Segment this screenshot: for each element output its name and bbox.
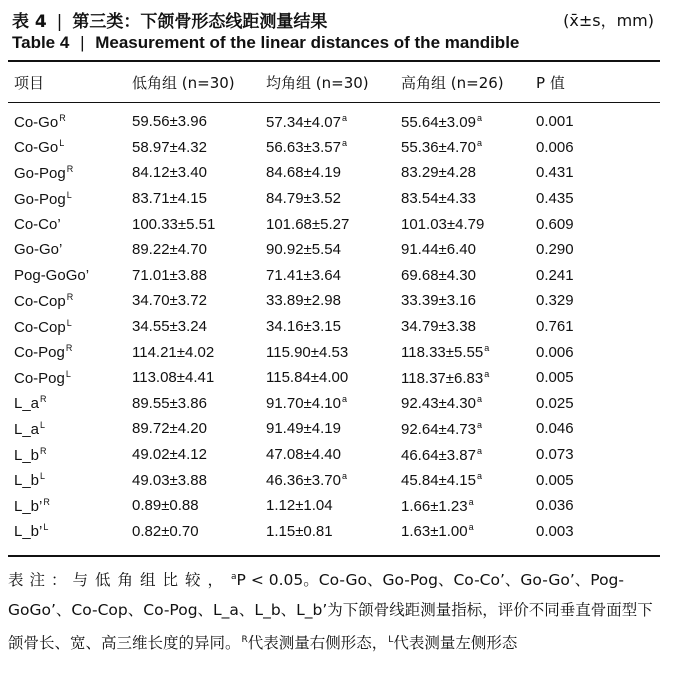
cell-p-value-value: 0.005 bbox=[536, 471, 574, 489]
cell-average-angle-value: 91.70±4.10 bbox=[266, 395, 341, 413]
cell-high-angle bbox=[401, 263, 536, 289]
cell-item-superscript: L bbox=[43, 522, 49, 533]
cell-item bbox=[8, 365, 132, 391]
cell-low-angle-value: 84.12±3.40 bbox=[132, 164, 207, 182]
cell-item-value: L_b’ bbox=[14, 497, 43, 515]
table-row bbox=[8, 339, 660, 365]
cell-p-value-value: 0.036 bbox=[536, 497, 574, 515]
cell-high-angle bbox=[401, 186, 536, 212]
header-high-angle: 高角组 (n=26) bbox=[401, 73, 504, 92]
cell-low-angle bbox=[132, 237, 266, 263]
cell-average-angle-value: 115.90±4.53 bbox=[266, 343, 349, 361]
cell-p-value bbox=[536, 288, 660, 314]
cell-p-value bbox=[536, 339, 660, 365]
cell-low-angle bbox=[132, 101, 266, 135]
cell-low-angle bbox=[132, 339, 266, 365]
cell-item-superscript: R bbox=[43, 496, 50, 507]
table-number-cn: 表 4 bbox=[12, 12, 47, 32]
cell-average-angle-value: 47.08±4.40 bbox=[266, 446, 341, 464]
cell-high-angle-value: 118.37±6.83 bbox=[401, 369, 484, 387]
cell-item-value: L_b bbox=[14, 472, 40, 490]
cell-average-angle-value: 1.15±0.81 bbox=[266, 522, 333, 540]
cell-item-value: L_a bbox=[14, 395, 40, 413]
cell-item-superscript: R bbox=[40, 445, 47, 456]
cell-high-angle bbox=[401, 288, 536, 314]
table-row bbox=[8, 314, 660, 340]
cell-low-angle bbox=[132, 519, 266, 545]
cell-p-value bbox=[536, 314, 660, 340]
cell-average-angle bbox=[266, 442, 401, 468]
table-row bbox=[8, 391, 660, 417]
cell-p-value bbox=[536, 211, 660, 237]
cell-low-angle bbox=[132, 263, 266, 289]
cell-low-angle-value: 58.97±4.32 bbox=[132, 138, 207, 156]
cell-p-value bbox=[536, 519, 660, 545]
cell-low-angle bbox=[132, 391, 266, 417]
cell-high-angle bbox=[401, 365, 536, 391]
cell-low-angle-value: 0.89±0.88 bbox=[132, 497, 199, 515]
cell-low-angle-value: 89.72±4.20 bbox=[132, 420, 207, 438]
cell-high-angle-value: 55.36±4.70 bbox=[401, 139, 476, 157]
cell-low-angle-value: 83.71±4.15 bbox=[132, 190, 207, 208]
cell-item-superscript: L bbox=[40, 419, 46, 430]
cell-low-angle bbox=[132, 211, 266, 237]
cell-average-angle-value: 115.84±4.00 bbox=[266, 369, 349, 387]
cell-item bbox=[8, 101, 132, 135]
cell-low-angle bbox=[132, 160, 266, 186]
cell-item bbox=[8, 391, 132, 417]
cell-item-value: L_b’ bbox=[14, 523, 43, 541]
table-row bbox=[8, 365, 660, 391]
cell-high-angle-superscript: a bbox=[484, 368, 490, 379]
cell-high-angle-superscript: a bbox=[476, 445, 482, 456]
cell-item bbox=[8, 442, 132, 468]
cell-low-angle-value: 34.70±3.72 bbox=[132, 292, 207, 310]
cell-average-angle bbox=[266, 211, 401, 237]
cell-high-angle-value: 69.68±4.30 bbox=[401, 266, 476, 284]
header-average-angle: 均角组 (n=30) bbox=[266, 73, 369, 92]
cell-item-value: Go-Pog bbox=[14, 164, 66, 182]
cell-p-value-value: 0.005 bbox=[536, 369, 574, 387]
cell-p-value-value: 0.241 bbox=[536, 266, 574, 284]
cell-item-value: Co-Co’ bbox=[14, 215, 61, 233]
table-row bbox=[8, 493, 660, 519]
cell-p-value bbox=[536, 467, 660, 493]
table-row bbox=[8, 288, 660, 314]
cell-average-angle bbox=[266, 101, 401, 135]
cell-low-angle-value: 114.21±4.02 bbox=[132, 343, 215, 361]
table-row bbox=[8, 186, 660, 212]
cell-high-angle bbox=[401, 237, 536, 263]
cell-average-angle bbox=[266, 339, 401, 365]
cell-average-angle bbox=[266, 160, 401, 186]
cell-average-angle-value: 1.12±1.04 bbox=[266, 497, 333, 515]
table-body bbox=[8, 101, 660, 544]
cell-high-angle-value: 83.29±4.28 bbox=[401, 164, 476, 182]
cell-high-angle bbox=[401, 135, 536, 161]
table-row bbox=[8, 416, 660, 442]
cell-p-value-value: 0.435 bbox=[536, 190, 574, 208]
cell-average-angle-value: 34.16±3.15 bbox=[266, 318, 341, 336]
note-sup-r: R bbox=[241, 635, 248, 645]
cell-average-angle bbox=[266, 237, 401, 263]
cell-high-angle bbox=[401, 211, 536, 237]
cell-average-angle-superscript: a bbox=[341, 471, 347, 482]
cell-high-angle bbox=[401, 160, 536, 186]
cell-low-angle-value: 49.02±4.12 bbox=[132, 446, 207, 464]
note-label: 表注： bbox=[8, 571, 73, 589]
cell-high-angle-superscript: a bbox=[476, 471, 482, 482]
cell-high-angle-value: 83.54±4.33 bbox=[401, 190, 476, 208]
cell-item bbox=[8, 467, 132, 493]
header-low-angle: 低角组 (n=30) bbox=[132, 73, 235, 92]
cell-average-angle bbox=[266, 467, 401, 493]
table-number-en: Table 4 bbox=[12, 33, 70, 52]
cell-average-angle bbox=[266, 288, 401, 314]
cell-high-angle-value: 34.79±3.38 bbox=[401, 318, 476, 336]
note-sup-l: L bbox=[388, 635, 394, 645]
table-row bbox=[8, 442, 660, 468]
cell-average-angle bbox=[266, 135, 401, 161]
cell-low-angle-value: 113.08±4.41 bbox=[132, 369, 215, 387]
cell-item-superscript: L bbox=[66, 189, 72, 200]
title-separator: | bbox=[56, 12, 63, 32]
cell-p-value bbox=[536, 416, 660, 442]
title-separator-en: | bbox=[80, 33, 85, 52]
cell-average-angle-superscript: a bbox=[341, 394, 347, 405]
header-row bbox=[8, 63, 660, 101]
cell-low-angle-value: 49.03±3.88 bbox=[132, 471, 207, 489]
cell-high-angle-superscript: a bbox=[476, 419, 482, 430]
cell-high-angle-value: 118.33±5.55 bbox=[401, 344, 484, 362]
cell-item bbox=[8, 263, 132, 289]
cell-item bbox=[8, 135, 132, 161]
cell-low-angle-value: 34.55±3.24 bbox=[132, 318, 207, 336]
cell-item bbox=[8, 288, 132, 314]
cell-item-value: Co-Pog bbox=[14, 369, 65, 387]
cell-high-angle bbox=[401, 467, 536, 493]
measurement-table bbox=[8, 63, 660, 544]
table-title-en bbox=[12, 33, 519, 53]
cell-p-value bbox=[536, 160, 660, 186]
cell-high-angle bbox=[401, 339, 536, 365]
cell-average-angle-superscript: a bbox=[341, 112, 347, 123]
cell-item-value: Go-Go’ bbox=[14, 241, 63, 259]
cell-high-angle-value: 101.03±4.79 bbox=[401, 215, 485, 233]
cell-high-angle bbox=[401, 101, 536, 135]
cell-average-angle bbox=[266, 186, 401, 212]
cell-p-value bbox=[536, 442, 660, 468]
cell-item-value: L_b bbox=[14, 446, 40, 464]
cell-high-angle-superscript: a bbox=[476, 394, 482, 405]
cell-p-value-value: 0.431 bbox=[536, 164, 574, 182]
cell-average-angle bbox=[266, 519, 401, 545]
cell-high-angle-value: 1.66±1.23 bbox=[401, 497, 468, 515]
cell-average-angle bbox=[266, 416, 401, 442]
cell-high-angle-value: 1.63±1.00 bbox=[401, 523, 468, 541]
note-text-2: P < 0.05。Co-Go、Go-Pog、Co-Co’、Go-Go’、Pog-GoGo’、Co-Cop、Co-Pog、L_a、L_b、L_b’为下颌骨线距测量指标，评价不同垂直骨面型下颌骨长、宽、高三维长度的异同。 bbox=[8, 571, 653, 652]
cell-item-value: Co-Pog bbox=[14, 344, 65, 362]
cell-high-angle-superscript: a bbox=[484, 343, 490, 354]
cell-p-value bbox=[536, 237, 660, 263]
cell-average-angle-value: 90.92±5.54 bbox=[266, 241, 341, 259]
cell-item bbox=[8, 237, 132, 263]
cell-item bbox=[8, 493, 132, 519]
cell-average-angle bbox=[266, 365, 401, 391]
cell-item-superscript: L bbox=[40, 471, 46, 482]
cell-p-value bbox=[536, 101, 660, 135]
cell-p-value bbox=[536, 493, 660, 519]
cell-average-angle-value: 57.34±4.07 bbox=[266, 113, 341, 131]
cell-high-angle bbox=[401, 493, 536, 519]
cell-item bbox=[8, 211, 132, 237]
table-title-text-cn: 第三类：下颌骨形态线距测量结果 bbox=[72, 12, 328, 32]
cell-p-value bbox=[536, 186, 660, 212]
cell-p-value-value: 0.073 bbox=[536, 446, 574, 464]
cell-item-value: L_a bbox=[14, 420, 40, 438]
cell-high-angle bbox=[401, 391, 536, 417]
cell-p-value-value: 0.290 bbox=[536, 241, 574, 259]
cell-item bbox=[8, 314, 132, 340]
table-row bbox=[8, 237, 660, 263]
cell-average-angle-value: 91.49±4.19 bbox=[266, 420, 341, 438]
table-row bbox=[8, 101, 660, 135]
units-label: (x̄±s，mm) bbox=[563, 11, 654, 30]
cell-high-angle-value: 92.43±4.30 bbox=[401, 395, 476, 413]
cell-item-superscript: L bbox=[66, 317, 72, 328]
cell-average-angle-value: 84.79±3.52 bbox=[266, 190, 341, 208]
cell-low-angle-value: 100.33±5.51 bbox=[132, 215, 216, 233]
header-item: 项目 bbox=[14, 73, 45, 92]
cell-average-angle bbox=[266, 493, 401, 519]
note-text-4: 代表测量左侧形态 bbox=[393, 634, 518, 652]
cell-item bbox=[8, 160, 132, 186]
cell-low-angle bbox=[132, 314, 266, 340]
cell-high-angle-superscript: a bbox=[476, 112, 482, 123]
table-title-cn bbox=[12, 7, 327, 32]
cell-p-value bbox=[536, 365, 660, 391]
cell-p-value bbox=[536, 263, 660, 289]
cell-p-value-value: 0.609 bbox=[536, 215, 574, 233]
cell-low-angle-value: 71.01±3.88 bbox=[132, 266, 207, 284]
cell-item-superscript: R bbox=[65, 343, 73, 354]
cell-item-value: Co-Cop bbox=[14, 292, 66, 310]
cell-high-angle-superscript: a bbox=[468, 496, 474, 507]
note-text-3: 代表测量右侧形态， bbox=[247, 634, 388, 652]
cell-average-angle-value: 56.63±3.57 bbox=[266, 139, 341, 157]
cell-p-value bbox=[536, 135, 660, 161]
cell-low-angle bbox=[132, 135, 266, 161]
header-p-value: P 值 bbox=[536, 73, 565, 92]
cell-p-value-value: 0.001 bbox=[536, 113, 574, 131]
cell-p-value-value: 0.003 bbox=[536, 522, 574, 540]
cell-average-angle-value: 84.68±4.19 bbox=[266, 164, 341, 182]
cell-high-angle-value: 45.84±4.15 bbox=[401, 472, 476, 490]
cell-high-angle-value: 46.64±3.87 bbox=[401, 446, 476, 464]
cell-average-angle bbox=[266, 391, 401, 417]
cell-high-angle bbox=[401, 314, 536, 340]
cell-low-angle bbox=[132, 186, 266, 212]
cell-average-angle bbox=[266, 314, 401, 340]
cell-item-value: Co-Go bbox=[14, 139, 59, 157]
cell-item bbox=[8, 186, 132, 212]
cell-high-angle-value: 55.64±3.09 bbox=[401, 113, 476, 131]
cell-high-angle bbox=[401, 519, 536, 545]
note-sup-a: a bbox=[231, 572, 237, 582]
cell-low-angle bbox=[132, 442, 266, 468]
cell-high-angle-value: 33.39±3.16 bbox=[401, 292, 476, 310]
cell-item-value: Co-Go bbox=[14, 113, 59, 131]
cell-average-angle-value: 101.68±5.27 bbox=[266, 215, 350, 233]
cell-p-value-value: 0.761 bbox=[536, 318, 574, 336]
cell-item-superscript: R bbox=[66, 163, 74, 174]
table-row bbox=[8, 467, 660, 493]
table-row bbox=[8, 263, 660, 289]
cell-item-superscript: L bbox=[59, 138, 65, 149]
cell-item-value: Pog-GoGo’ bbox=[14, 266, 90, 284]
cell-low-angle-value: 89.55±3.86 bbox=[132, 394, 207, 412]
note-text-1: 与低角组比较， bbox=[72, 571, 231, 589]
cell-low-angle bbox=[132, 467, 266, 493]
cell-high-angle-superscript: a bbox=[468, 522, 474, 533]
cell-item-value: Go-Pog bbox=[14, 190, 66, 208]
cell-p-value bbox=[536, 391, 660, 417]
cell-item-superscript: L bbox=[65, 368, 71, 379]
cell-item-value: Co-Cop bbox=[14, 318, 66, 336]
cell-low-angle bbox=[132, 365, 266, 391]
cell-low-angle-value: 0.82±0.70 bbox=[132, 522, 199, 540]
cell-p-value-value: 0.046 bbox=[536, 420, 574, 438]
cell-item-superscript: R bbox=[59, 112, 66, 123]
cell-average-angle-superscript: a bbox=[341, 138, 347, 149]
cell-p-value-value: 0.025 bbox=[536, 394, 574, 412]
cell-average-angle-value: 46.36±3.70 bbox=[266, 472, 341, 490]
cell-p-value-value: 0.329 bbox=[536, 292, 574, 310]
cell-average-angle-value: 71.41±3.64 bbox=[266, 266, 341, 284]
table-title-text-en: Measurement of the linear distances of the mandible bbox=[95, 33, 520, 52]
cell-average-angle-value: 33.89±2.98 bbox=[266, 292, 341, 310]
cell-high-angle bbox=[401, 416, 536, 442]
cell-p-value-value: 0.006 bbox=[536, 138, 574, 156]
cell-high-angle bbox=[401, 442, 536, 468]
cell-low-angle bbox=[132, 416, 266, 442]
table-row bbox=[8, 211, 660, 237]
cell-high-angle-value: 91.44±6.40 bbox=[401, 241, 476, 259]
cell-average-angle bbox=[266, 263, 401, 289]
cell-item-superscript: R bbox=[66, 291, 74, 302]
bottom-rule bbox=[8, 555, 660, 557]
cell-low-angle-value: 89.22±4.70 bbox=[132, 241, 207, 259]
cell-low-angle bbox=[132, 493, 266, 519]
table-note bbox=[8, 562, 660, 658]
cell-item bbox=[8, 519, 132, 545]
cell-item bbox=[8, 416, 132, 442]
table-row bbox=[8, 519, 660, 545]
table-row bbox=[8, 135, 660, 161]
cell-item-superscript: R bbox=[40, 394, 47, 405]
cell-p-value-value: 0.006 bbox=[536, 343, 574, 361]
table-row bbox=[8, 160, 660, 186]
cell-low-angle-value: 59.56±3.96 bbox=[132, 113, 207, 131]
cell-high-angle-value: 92.64±4.73 bbox=[401, 420, 476, 438]
cell-low-angle bbox=[132, 288, 266, 314]
cell-item bbox=[8, 339, 132, 365]
cell-high-angle-superscript: a bbox=[476, 138, 482, 149]
top-rule bbox=[8, 60, 660, 62]
